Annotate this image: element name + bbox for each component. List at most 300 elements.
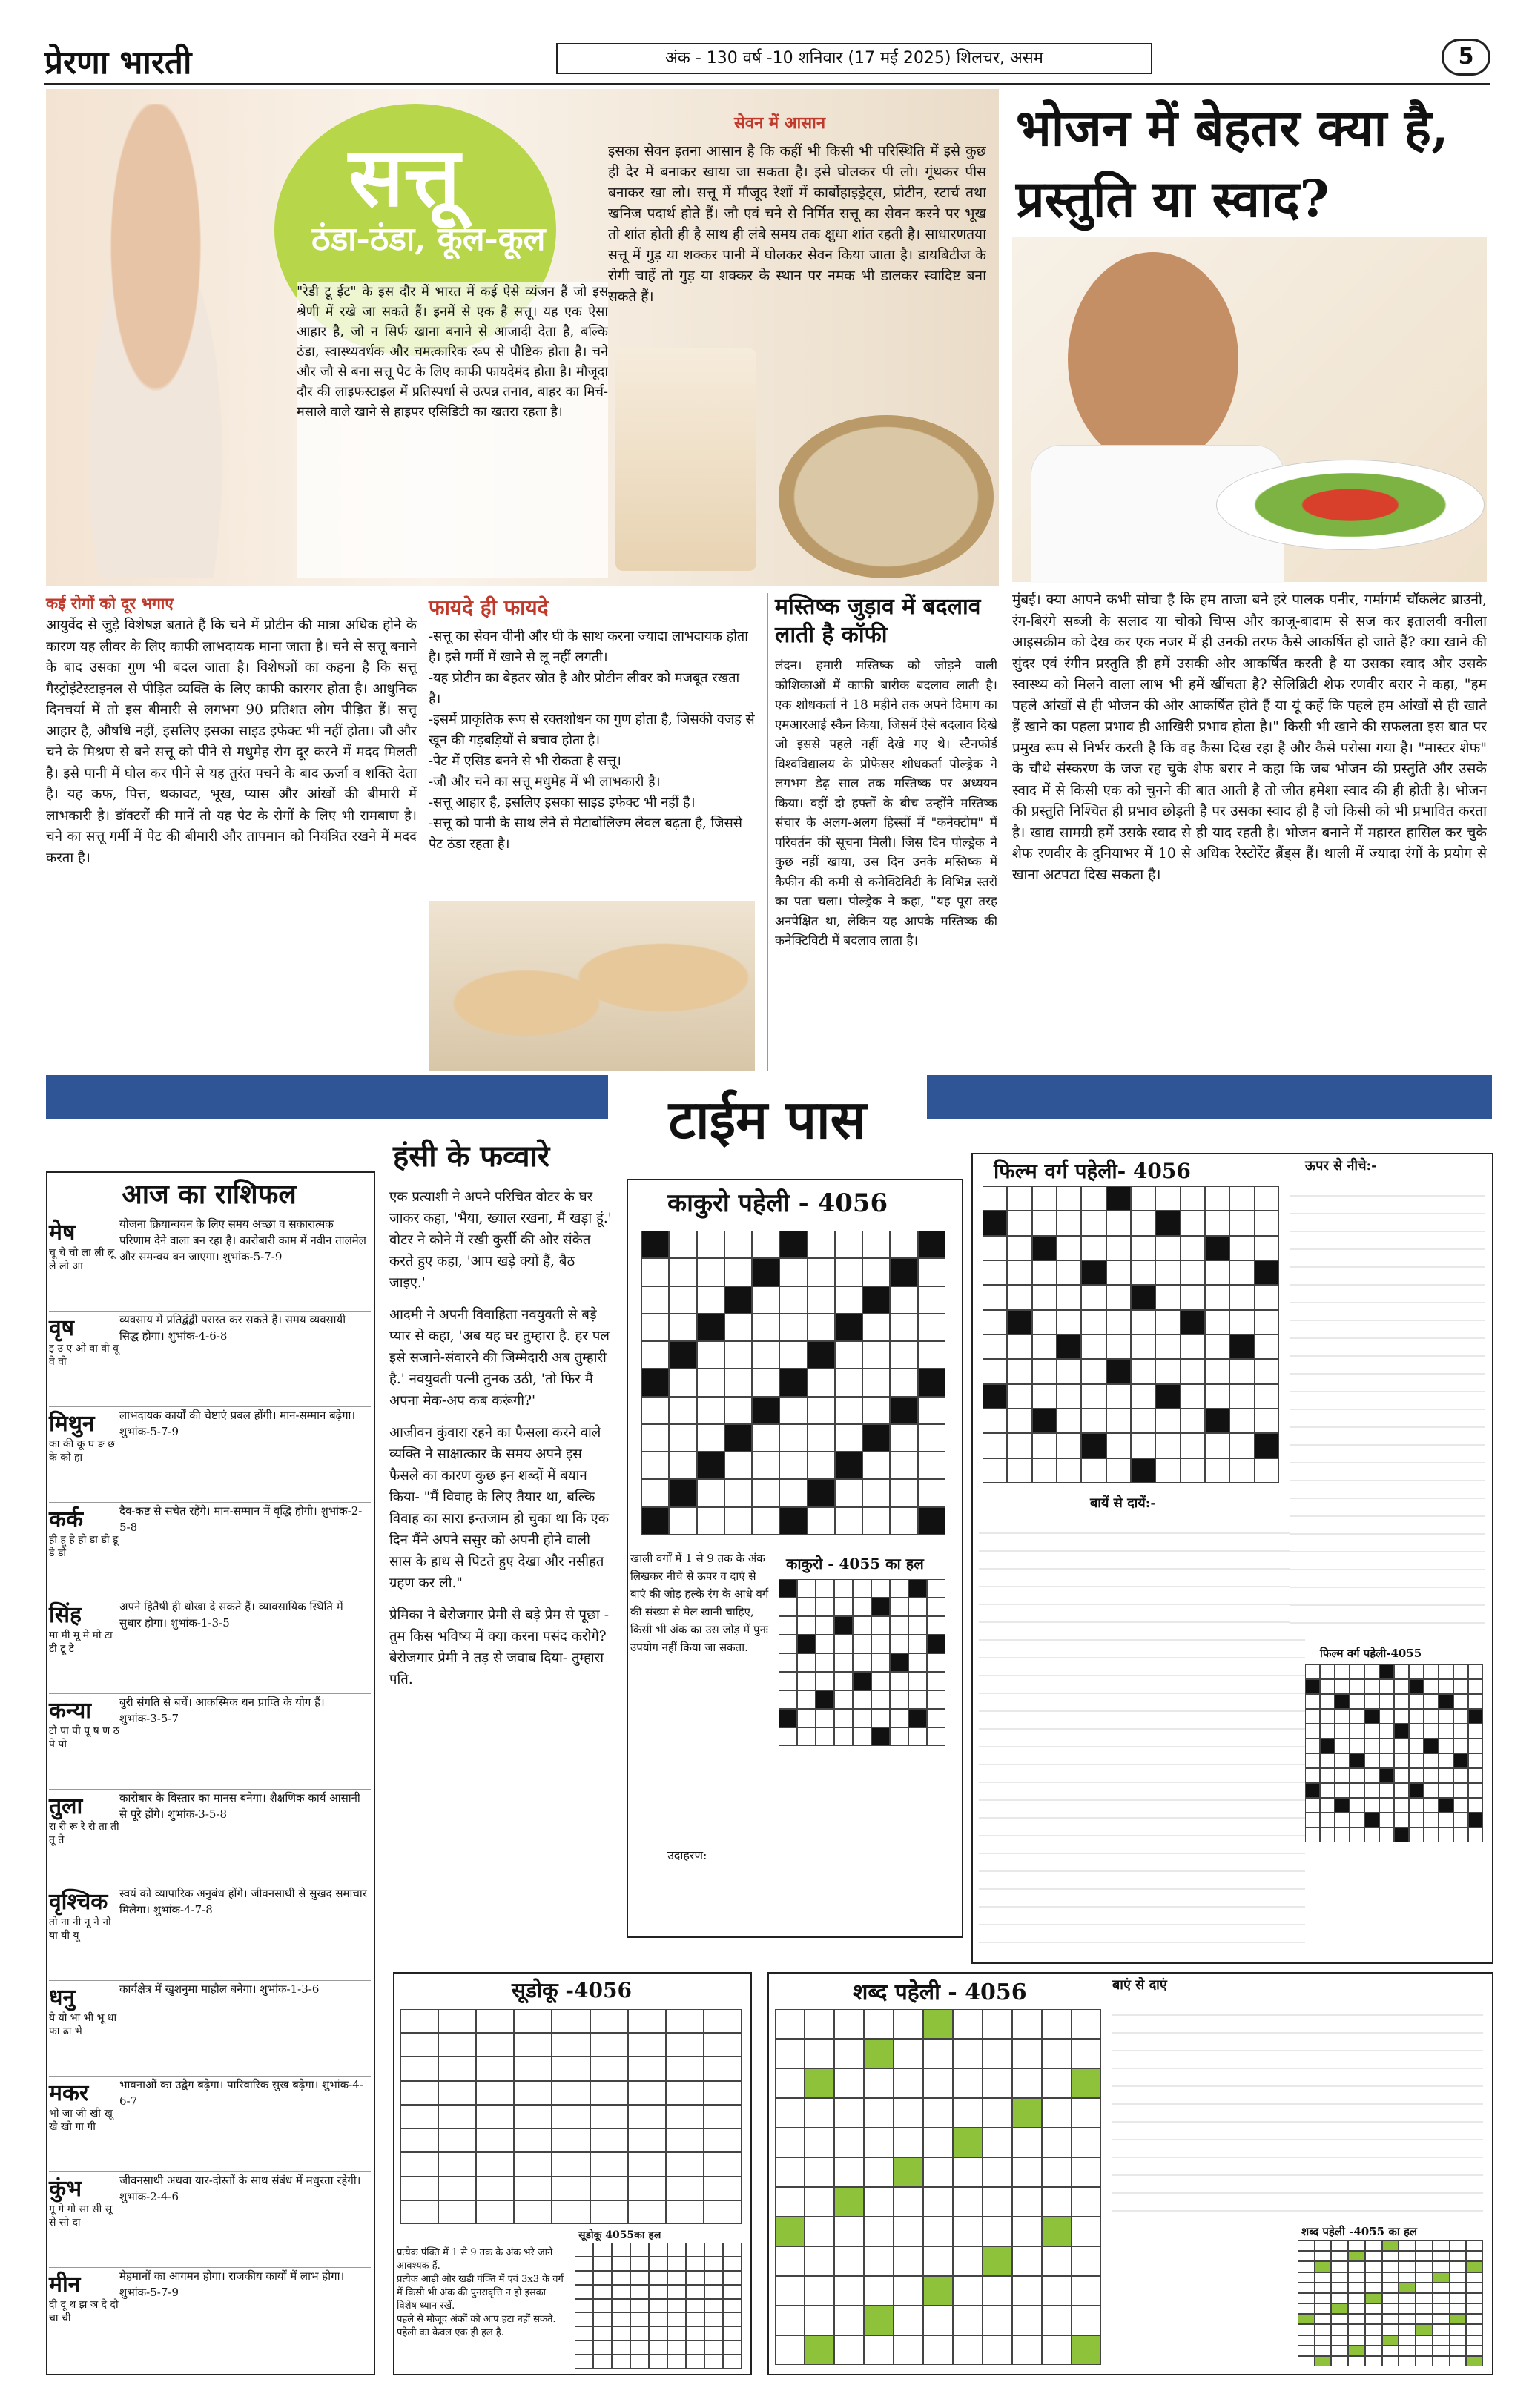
grid-cell <box>983 1285 1007 1309</box>
rashi-name: मेष <box>49 1220 76 1246</box>
grid-cell <box>1379 1694 1394 1709</box>
grid-cell <box>808 1452 835 1479</box>
grid-cell <box>918 1286 945 1314</box>
grid-cell <box>1012 2306 1042 2335</box>
grid-cell <box>1364 1798 1379 1813</box>
grid-cell <box>835 1479 862 1506</box>
grid-cell <box>1399 2240 1416 2251</box>
grid-cell <box>400 2009 438 2033</box>
grid-cell <box>1320 1753 1335 1768</box>
grid-cell <box>871 1579 890 1598</box>
grid-cell <box>1350 1768 1364 1783</box>
grid-cell <box>923 2009 953 2039</box>
grid-cell <box>1439 1724 1453 1739</box>
grid-cell <box>575 2257 593 2271</box>
kakuro-solution-grid <box>779 1579 945 1746</box>
grid-cell <box>834 1598 853 1616</box>
grid-cell <box>1365 2272 1382 2283</box>
grid-cell <box>641 1452 669 1479</box>
grid-cell <box>1331 2240 1348 2251</box>
grid-cell <box>438 2152 476 2176</box>
rashi-text: व्यवसाय में प्रतिद्वंद्वी परास्त कर सकते हैं। समय व्यवसायी सिद्ध होगा। शुभांक-4-6-8 <box>119 1313 346 1343</box>
grid-cell <box>704 2081 742 2105</box>
grid-cell <box>864 2009 894 2039</box>
joke-item: आदमी ने अपनी विवाहिता नवयुवती से बड़े प्यार से कहा, 'अब यह घर तुम्हारा है. हर पल इसे सजाने-संवारने की जिम्मेदारी अब तुम्हारी है.' नवयुवती पत्नी तुनक उठी, 'तो फिर मैं अपना मेक-अप कब करूंगी?' <box>389 1307 610 1409</box>
grid-cell <box>1320 1664 1335 1679</box>
rashi-text: भावनाओं का उद्वेग बढ़ेगा। पारिवारिक सुख बढ़ेगा। शुभांक-4-6-7 <box>119 2078 363 2108</box>
grid-cell <box>1335 1828 1350 1842</box>
grid-cell <box>908 1672 927 1690</box>
grid-cell <box>1057 1433 1081 1458</box>
grid-cell <box>775 2335 805 2365</box>
grid-cell <box>1416 2303 1433 2314</box>
grid-cell <box>1205 1334 1229 1359</box>
grid-cell <box>1439 1753 1453 1768</box>
grid-cell <box>1320 1739 1335 1753</box>
grid-cell <box>1081 1384 1106 1409</box>
joke-item: आजीवन कुंवारा रहने का फैसला करने वाले व्यक्ति ने साक्षात्कार के समय अपने इस फैसले का कारण कुछ इन शब्दों में बयान किया- "मैं विवाह के लिए तैयार था, बल्कि विवाह का सारा इन्तजाम हो चुका था कि एक दिन मैंने अपने ससुर को अपनी होने वाली सास के हाथ से पिटते हुए देखा और नसीहत ग्रहण कर ली." <box>389 1425 610 1591</box>
grid-cell <box>669 1286 696 1314</box>
grid-cell <box>1305 1783 1320 1798</box>
kakuro-solution-title: काकुरो - 4055 का हल <box>786 1555 924 1572</box>
grid-cell <box>1320 1828 1335 1842</box>
grid-cell <box>1315 2283 1332 2293</box>
grid-cell <box>552 2128 590 2152</box>
grid-cell <box>1032 1285 1057 1309</box>
grid-cell <box>1331 2324 1348 2335</box>
grid-cell <box>1439 1709 1453 1724</box>
grid-cell <box>1012 2009 1042 2039</box>
grid-cell <box>894 2157 923 2187</box>
grid-cell <box>779 1369 807 1396</box>
grid-cell <box>1131 1433 1155 1458</box>
grid-cell <box>1255 1458 1279 1483</box>
grid-cell <box>923 2335 953 2365</box>
grid-cell <box>779 1616 797 1635</box>
grid-cell <box>918 1258 945 1286</box>
sattu-powder-photo <box>779 415 994 578</box>
grid-cell <box>864 2187 894 2217</box>
grid-cell <box>1350 1828 1364 1842</box>
grid-cell <box>1255 1236 1279 1260</box>
grid-cell <box>752 1424 779 1452</box>
grid-cell <box>779 1341 807 1369</box>
grid-cell <box>1057 1236 1081 1260</box>
grid-cell <box>953 2187 983 2217</box>
grid-cell <box>514 2200 552 2224</box>
grid-cell <box>1364 1709 1379 1724</box>
grid-cell <box>927 1690 945 1709</box>
grid-cell <box>805 2009 834 2039</box>
grid-cell <box>1466 2346 1483 2356</box>
grid-cell <box>666 2177 704 2200</box>
grid-cell <box>1468 1694 1483 1709</box>
grid-cell <box>1007 1285 1031 1309</box>
grid-cell <box>779 1397 807 1424</box>
grid-cell <box>894 2246 923 2276</box>
grid-cell <box>890 1424 917 1452</box>
benefit-item: -सत्तू को पानी के साथ लेने से मेटाबोलिज्म लेवल बढ़ता है, जिससे पेट ठंडा रहता है। <box>429 816 742 852</box>
grid-cell <box>1229 1458 1254 1483</box>
grid-cell <box>1181 1334 1205 1359</box>
grid-cell <box>752 1231 779 1258</box>
grid-cell <box>816 1672 834 1690</box>
grid-cell <box>779 1690 797 1709</box>
grid-cell <box>1131 1334 1155 1359</box>
grid-cell <box>628 2057 666 2080</box>
jokes-list <box>389 1186 612 1690</box>
grid-cell <box>908 1653 927 1672</box>
grid-cell <box>1365 2335 1382 2346</box>
grid-cell <box>1450 2283 1467 2293</box>
rashi-row <box>49 1216 371 1312</box>
grid-cell <box>666 2009 704 2033</box>
grid-cell <box>1255 1310 1279 1334</box>
grid-cell <box>918 1479 945 1506</box>
grid-cell <box>438 2033 476 2057</box>
grid-cell <box>575 2243 593 2257</box>
grid-cell <box>1365 2356 1382 2366</box>
grid-cell <box>1331 2293 1348 2303</box>
grid-cell <box>1382 2324 1399 2335</box>
grid-cell <box>890 1397 917 1424</box>
grid-cell <box>1394 1694 1409 1709</box>
grid-cell <box>1320 1724 1335 1739</box>
grid-cell <box>834 2276 864 2306</box>
grid-cell <box>641 1507 669 1535</box>
sudoku-solution-grid <box>575 2243 742 2369</box>
grid-cell <box>1007 1260 1031 1285</box>
grid-cell <box>1106 1359 1131 1383</box>
grid-cell <box>775 2009 805 2039</box>
grid-cell <box>894 2098 923 2128</box>
grid-cell <box>1229 1310 1254 1334</box>
grid-cell <box>1255 1409 1279 1433</box>
grid-cell <box>890 1727 908 1746</box>
grid-cell <box>890 1672 908 1690</box>
grid-cell <box>816 1598 834 1616</box>
grid-cell <box>1255 1384 1279 1409</box>
grid-cell <box>1424 1679 1439 1694</box>
grid-cell <box>835 1258 862 1286</box>
grid-cell <box>983 2276 1012 2306</box>
grid-cell <box>779 1709 797 1727</box>
grid-cell <box>1331 2356 1348 2366</box>
grid-cell <box>1416 2314 1433 2324</box>
grid-cell <box>1394 1679 1409 1694</box>
grid-cell <box>1155 1384 1180 1409</box>
grid-cell <box>1399 2324 1416 2335</box>
grid-cell <box>1468 1798 1483 1813</box>
grid-cell <box>1453 1679 1468 1694</box>
grid-cell <box>590 2128 628 2152</box>
grid-cell <box>669 1452 696 1479</box>
grid-cell <box>514 2057 552 2080</box>
grid-cell <box>983 2009 1012 2039</box>
grid-cell <box>797 1690 816 1709</box>
grid-cell <box>704 2326 723 2341</box>
grid-cell <box>1007 1433 1031 1458</box>
grid-cell <box>552 2033 590 2057</box>
grid-cell <box>853 1579 871 1598</box>
grid-cell <box>1042 2246 1072 2276</box>
grid-cell <box>1350 1783 1364 1798</box>
grid-cell <box>1466 2356 1483 2366</box>
grid-cell <box>918 1424 945 1452</box>
chef-face <box>1068 252 1238 467</box>
grid-cell <box>704 2243 723 2257</box>
grid-cell <box>1382 2346 1399 2356</box>
grid-cell <box>649 2341 667 2355</box>
grid-cell <box>590 2152 628 2176</box>
grid-cell <box>775 2276 805 2306</box>
film-grid <box>983 1186 1279 1483</box>
grid-cell <box>628 2200 666 2224</box>
grid-cell <box>923 2098 953 2128</box>
grid-cell <box>1450 2293 1467 2303</box>
grid-cell <box>775 2217 805 2246</box>
grid-cell <box>1409 1798 1424 1813</box>
grid-cell <box>1424 1768 1439 1783</box>
grid-cell <box>923 2128 953 2157</box>
grid-cell <box>816 1635 834 1653</box>
grid-cell <box>1453 1828 1468 1842</box>
rashi-name: कर्क <box>49 1506 84 1532</box>
grid-cell <box>1131 1186 1155 1211</box>
grid-cell <box>923 2246 953 2276</box>
grid-cell <box>808 1341 835 1369</box>
grid-cell <box>1315 2272 1332 2283</box>
rashi-text: लाभदायक कार्यों की चेष्टाएं प्रबल होंगी। मान-सम्मान बढ़ेगा। शुभांक-5-7-9 <box>119 1409 356 1438</box>
grid-cell <box>667 2257 686 2271</box>
film-solution-grid <box>1305 1664 1483 1842</box>
grid-cell <box>704 2341 723 2355</box>
grid-cell <box>667 2299 686 2313</box>
grid-cell <box>1106 1334 1131 1359</box>
grid-cell <box>1081 1260 1106 1285</box>
grid-cell <box>871 1690 890 1709</box>
grid-cell <box>752 1286 779 1314</box>
grid-cell <box>908 1598 927 1616</box>
grid-cell <box>918 1507 945 1535</box>
grid-cell <box>923 2306 953 2335</box>
grid-cell <box>775 2157 805 2187</box>
page-number: 5 <box>1442 39 1490 76</box>
disease-text: आयुर्वेद से जुड़े विशेषज्ञ बताते हैं कि चने में प्रोटीन की मात्रा अधिक होने के कारण यह लीवर के लिए काफी लाभदायक माना जाता है। चने से सत्तू बनाने के बाद उसका गुण भी बदल जाता है। विशेषज्ञों का कहना है कि सत्तू गैस्ट्रोइंटेस्टाइनल से पीड़ित व्यक्ति के लिए काफी कारगर होता है। आधुनिक दिनचर्या में तो इस बीमारी से लगभग 90 प्रतिशत लोग पीड़ित हैं। सत्तू आहार है, औषधि नहीं, इसलिए इसका साइड इफेक्ट भी नहीं होता। जौ और चने के मिश्रण से बने सत्तू को पीने से मधुमेह रोग दूर करने में मदद मिलती है। इसे पानी में घोल कर पीने से यह तुरंत पचने के बाद ऊर्जा व शक्ति देता है। यह कफ, पित्त, थकावट, भूख, प्यास और आंखों की बीमारी में लाभकारी है। डॉक्टरों की मानें तो यह पेट के रोगों के लिए भी रामबाण है। चने का सत्तू गर्मी में पेट की बीमारी और तापमान को नियंत्रित रखने में मदद करता है। <box>46 618 417 866</box>
grid-cell <box>779 1727 797 1746</box>
grid-cell <box>593 2355 612 2369</box>
grid-cell <box>1394 1724 1409 1739</box>
grid-cell <box>686 2271 704 2285</box>
grid-cell <box>1131 1236 1155 1260</box>
grid-cell <box>862 1286 890 1314</box>
grid-cell <box>1424 1753 1439 1768</box>
grid-cell <box>1131 1458 1155 1483</box>
grid-cell <box>1012 2157 1042 2187</box>
grid-cell <box>797 1598 816 1616</box>
grid-cell <box>1315 2293 1332 2303</box>
grid-cell <box>1335 1679 1350 1694</box>
grid-cell <box>1399 2272 1416 2283</box>
grid-cell <box>575 2355 593 2369</box>
grid-cell <box>1453 1783 1468 1798</box>
grid-cell <box>697 1479 724 1506</box>
grid-cell <box>669 1479 696 1506</box>
rashi-name: मकर <box>49 2080 89 2106</box>
grid-cell <box>628 2105 666 2128</box>
grid-cell <box>1205 1260 1229 1285</box>
grid-cell <box>1081 1310 1106 1334</box>
grid-cell <box>1320 1813 1335 1828</box>
grid-cell <box>697 1397 724 1424</box>
grid-cell <box>816 1616 834 1635</box>
grid-cell <box>805 2187 834 2217</box>
grid-cell <box>853 1672 871 1690</box>
grid-cell <box>1424 1739 1439 1753</box>
grid-cell <box>1032 1334 1057 1359</box>
grid-cell <box>808 1231 835 1258</box>
grid-cell <box>797 1579 816 1598</box>
grid-cell <box>816 1727 834 1746</box>
grid-cell <box>1181 1211 1205 1235</box>
grid-cell <box>834 1653 853 1672</box>
rashi-name: वृष <box>49 1315 75 1341</box>
grid-cell <box>890 1258 917 1286</box>
grid-cell <box>1229 1359 1254 1383</box>
grid-cell <box>666 2152 704 2176</box>
grid-cell <box>1335 1798 1350 1813</box>
grid-cell <box>1007 1236 1031 1260</box>
grid-cell <box>1433 2335 1450 2346</box>
sattu-easy-text: इसका सेवन इतना आसान है कि कहीं भी किसी भी परिस्थिति में इसे कुछ ही देर में बनाकर खाया जा सकता है। इसे घोलकर पी लो। गूंथकर पीस बनाकर खा लो। सत्तू में मौजूद रेशों में कार्बोहाइड्रेट्स, प्रोटीन, स्टार्च तथा खनिज पदार्थ होते हैं। जौ एवं चने से निर्मित सत्तू का सेवन करने पर भूख तो शांत होती ही है साथ ही लंबे समय तक क्षुधा शांत रहती है। साधारणतया सत्तू में गुड़ या शक्कर पानी में घोलकर सेवन किया जाता है। डायबिटीज के रोगी चाहें तो गुड़ या शक्कर के स्थान पर नमक भी डालकर स्वादिष्ट बना सकते हैं। <box>608 143 986 305</box>
grid-cell <box>575 2312 593 2326</box>
grid-cell <box>894 2335 923 2365</box>
grid-cell <box>476 2081 514 2105</box>
grid-cell <box>704 2285 723 2299</box>
grid-cell <box>1433 2303 1450 2314</box>
grid-cell <box>983 1359 1007 1383</box>
grid-cell <box>1394 1813 1409 1828</box>
grid-cell <box>669 1231 696 1258</box>
rashi-letters: का की कू घ ङ छ के को हा <box>49 1438 115 1463</box>
grid-cell <box>641 1479 669 1506</box>
grid-cell <box>890 1369 917 1396</box>
grid-cell <box>890 1616 908 1635</box>
rashi-row <box>49 1790 371 1885</box>
grid-cell <box>1348 2324 1365 2335</box>
grid-cell <box>953 2217 983 2246</box>
grid-cell <box>1131 1285 1155 1309</box>
grid-cell <box>890 1690 908 1709</box>
kakuro-title: काकुरो पहेली - 4056 <box>667 1188 888 1218</box>
grid-cell <box>853 1690 871 1709</box>
grid-cell <box>1424 1783 1439 1798</box>
grid-cell <box>1081 1236 1106 1260</box>
grid-cell <box>575 2285 593 2299</box>
grid-cell <box>1439 1694 1453 1709</box>
grid-cell <box>834 1579 853 1598</box>
grid-cell <box>667 2326 686 2341</box>
grid-cell <box>834 2187 864 2217</box>
grid-cell <box>805 2157 834 2187</box>
grid-cell <box>697 1507 724 1535</box>
grid-cell <box>1229 1384 1254 1409</box>
grid-cell <box>641 1286 669 1314</box>
grid-cell <box>641 1369 669 1396</box>
grid-cell <box>514 2152 552 2176</box>
grid-cell <box>923 2276 953 2306</box>
grid-cell <box>514 2081 552 2105</box>
grid-cell <box>983 2306 1012 2335</box>
grid-cell <box>1042 2276 1072 2306</box>
grid-cell <box>890 1479 917 1506</box>
grid-cell <box>514 2177 552 2200</box>
grid-cell <box>894 2306 923 2335</box>
grid-cell <box>927 1598 945 1616</box>
grid-cell <box>1382 2356 1399 2366</box>
grid-cell <box>1072 2335 1101 2365</box>
grid-cell <box>923 2039 953 2068</box>
grid-cell <box>1181 1186 1205 1211</box>
grid-cell <box>1106 1384 1131 1409</box>
grid-cell <box>1364 1828 1379 1842</box>
sattu-glass-photo <box>615 348 756 571</box>
grid-cell <box>1468 1724 1483 1739</box>
grid-cell <box>697 1231 724 1258</box>
shabd-clues-placeholder <box>1112 1998 1483 2220</box>
rashi-row <box>49 2268 371 2363</box>
grid-cell <box>1399 2283 1416 2293</box>
grid-cell <box>1315 2303 1332 2314</box>
grid-cell <box>723 2257 742 2271</box>
grid-cell <box>1409 1768 1424 1783</box>
grid-cell <box>704 2271 723 2285</box>
grid-cell <box>1433 2314 1450 2324</box>
grid-cell <box>1348 2293 1365 2303</box>
grid-cell <box>724 1258 752 1286</box>
grid-cell <box>835 1314 862 1341</box>
grid-cell <box>1106 1236 1131 1260</box>
grid-cell <box>1298 2335 1315 2346</box>
grid-cell <box>983 1433 1007 1458</box>
rashi-row <box>49 1503 371 1598</box>
grid-cell <box>1255 1359 1279 1383</box>
grid-cell <box>1131 1409 1155 1433</box>
grid-cell <box>590 2057 628 2080</box>
grid-cell <box>476 2177 514 2200</box>
grid-cell <box>1450 2314 1467 2324</box>
grid-cell <box>1072 2306 1101 2335</box>
grid-cell <box>1032 1186 1057 1211</box>
rashi-letters: इ उ ए ओ वा वी वू वे वो <box>49 1343 119 1368</box>
grid-cell <box>1382 2314 1399 2324</box>
benefit-item: -जौ और चने का सत्तू मधुमेह में भी लाभकारी है। <box>429 774 661 790</box>
shabd-across-head: बाएं से दाएं <box>1112 1977 1167 1993</box>
sudoku-rule: प्रत्येक आड़ी और खड़ी पंक्ति में एवं 3x3 के वर्ग में किसी भी अंक की पुनरावृत्ति न हो इसका विशेष ध्यान रखें. <box>397 2274 564 2312</box>
grid-cell <box>514 2033 552 2057</box>
grid-cell <box>552 2057 590 2080</box>
grid-cell <box>669 1424 696 1452</box>
grid-cell <box>953 2039 983 2068</box>
grid-cell <box>864 2217 894 2246</box>
grid-cell <box>862 1258 890 1286</box>
grid-cell <box>1305 1709 1320 1724</box>
grid-cell <box>983 1186 1007 1211</box>
grid-cell <box>1364 1724 1379 1739</box>
rashi-name: कुंभ <box>49 2176 82 2202</box>
grid-cell <box>805 2128 834 2157</box>
grid-cell <box>438 2128 476 2152</box>
